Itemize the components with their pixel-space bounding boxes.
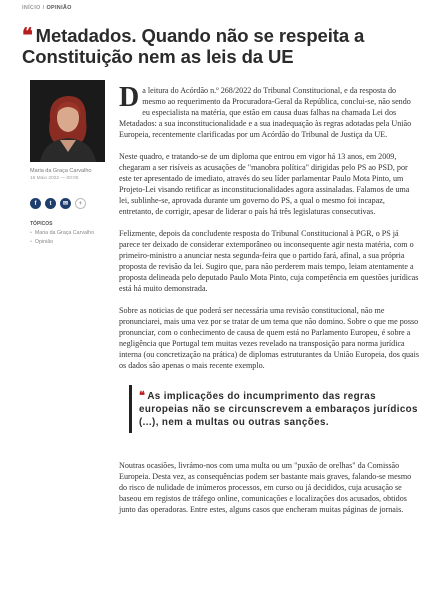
author-photo	[30, 80, 105, 162]
twitter-share-icon[interactable]: t	[45, 198, 56, 209]
article-paragraph: Sobre as noticias de que poderá ser necessária uma revisão constitucional, não me pronunciarei, mais uma vez por se tratar de um tema que não domino. Sobre o que me posso pronunciar, com o conhecimento de causa de quem está no Parlamento Europeu, é sobre a negligência que Portugal tem muitas vezes revelado na transposição para norma jurídica interna (ou concretização na prática) de diplomas estruturantes da União Europeia, dos quais os dados são apenas o mais recente exemplo.	[119, 306, 420, 370]
headline-text: Metadados. Quando não se respeita a Constituição nem as leis da UE	[22, 25, 365, 67]
author-name[interactable]: Maria da Graça Carvalho	[30, 168, 92, 174]
topic-link-author[interactable]: • Maria da Graça Carvalho	[30, 230, 105, 236]
share-buttons	[30, 198, 105, 209]
article-paragraph: Neste quadro, e tratando-se de um diploma que entrou em vigor há 13 anos, em 2009, chegaram a ser risíveis as acusações de "manobra política" dirigidas pelo PS ao PSD, por este ter apresentado de imediato, através do seu líder parlamentar Paulo Mota Pinto, um Projeto-Lei visando retificar as inconstitucionalidades agora assinaladas. Falamos de uma lei, sublinhe-se, aprovada durante um governo do PS, a qual o mesmo foi incapaz, entretanto, de corrigir, apesar de liderar o país há três legislaturas consecutivas.	[119, 152, 410, 216]
article-paragraph: Felizmente, depois da concludente resposta do Tribunal Constitucional à PGR, o PS já parece ter deixado de considerar extemporâneo ou inconsequente agir nesta matéria, com o primeiro-ministro a anunciar nesta segunda-feira que o partido fará, afinal, a sua própria proposta de revisão da lei. Sugiro que, para não perderem mais tempo, leiam atentamente a proposta delineada pelo deputado Paulo Mota Pinto, cuja competência em questões jurídicas está há muito demonstrada.	[119, 229, 419, 293]
article-sidebar	[30, 80, 105, 245]
email-share-icon[interactable]: ✉	[60, 198, 71, 209]
opinion-quote-icon: ❝	[22, 23, 33, 47]
breadcrumb-separator: /	[42, 5, 45, 11]
breadcrumb	[22, 5, 72, 11]
more-share-icon[interactable]: +	[75, 198, 86, 209]
paragraph-text: a leitura do Acórdão n.º 268/2022 do Tribunal Constitucional, e da resposta do mesmo ao requerimento da Procuradora-Geral da República, conclui-se, não sendo eu especialista na matéria, que estão em causa duas falhas na chamada Lei dos Metadados: a sua inconstitucionalidade e a sua inadequação às regras adotadas pela União Europeia, recentemente clarificadas por um Acórdão do Tribunal de Justiça da UE.	[119, 86, 412, 139]
topic-link-opinion[interactable]: • Opinião	[30, 239, 105, 245]
facebook-share-icon[interactable]: f	[30, 198, 41, 209]
pull-quote-text: As implicações do incumprimento das regras europeias não se circunscrevem a embaraços jurídicos (...), nem a multas ou outras sanções.	[139, 391, 418, 428]
publish-date: 16 Maio 2022 — 00:05	[30, 176, 79, 181]
pull-quote	[129, 385, 420, 433]
breadcrumb-home-link[interactable]: INÍCIO	[22, 5, 41, 11]
author-portrait-image	[30, 80, 105, 162]
pull-quote-icon: ❝	[139, 389, 146, 402]
article-paragraph	[119, 82, 420, 140]
article-headline	[22, 25, 417, 67]
topics-heading: TÓPICOS	[30, 221, 53, 227]
article-paragraph: Noutras ocasiões, livrámo-nos com uma multa ou um "puxão de orelhas" da Comissão Europeia. Desta vez, as consequências podem ser bastante mais graves, falando-se mesmo do risco de nulidade de inúmeros processos, em curso ou já decididos, cuja acusação se baseou em registos de tráfego online, comunicações e localizações dos acusados, obtidos junto das operadoras. Entre estes, alguns casos que encheram muitas páginas de jornais.	[119, 461, 412, 514]
drop-cap: D	[119, 82, 140, 113]
article-body	[119, 82, 420, 526]
breadcrumb-section-link[interactable]: OPINIÃO	[46, 5, 72, 11]
